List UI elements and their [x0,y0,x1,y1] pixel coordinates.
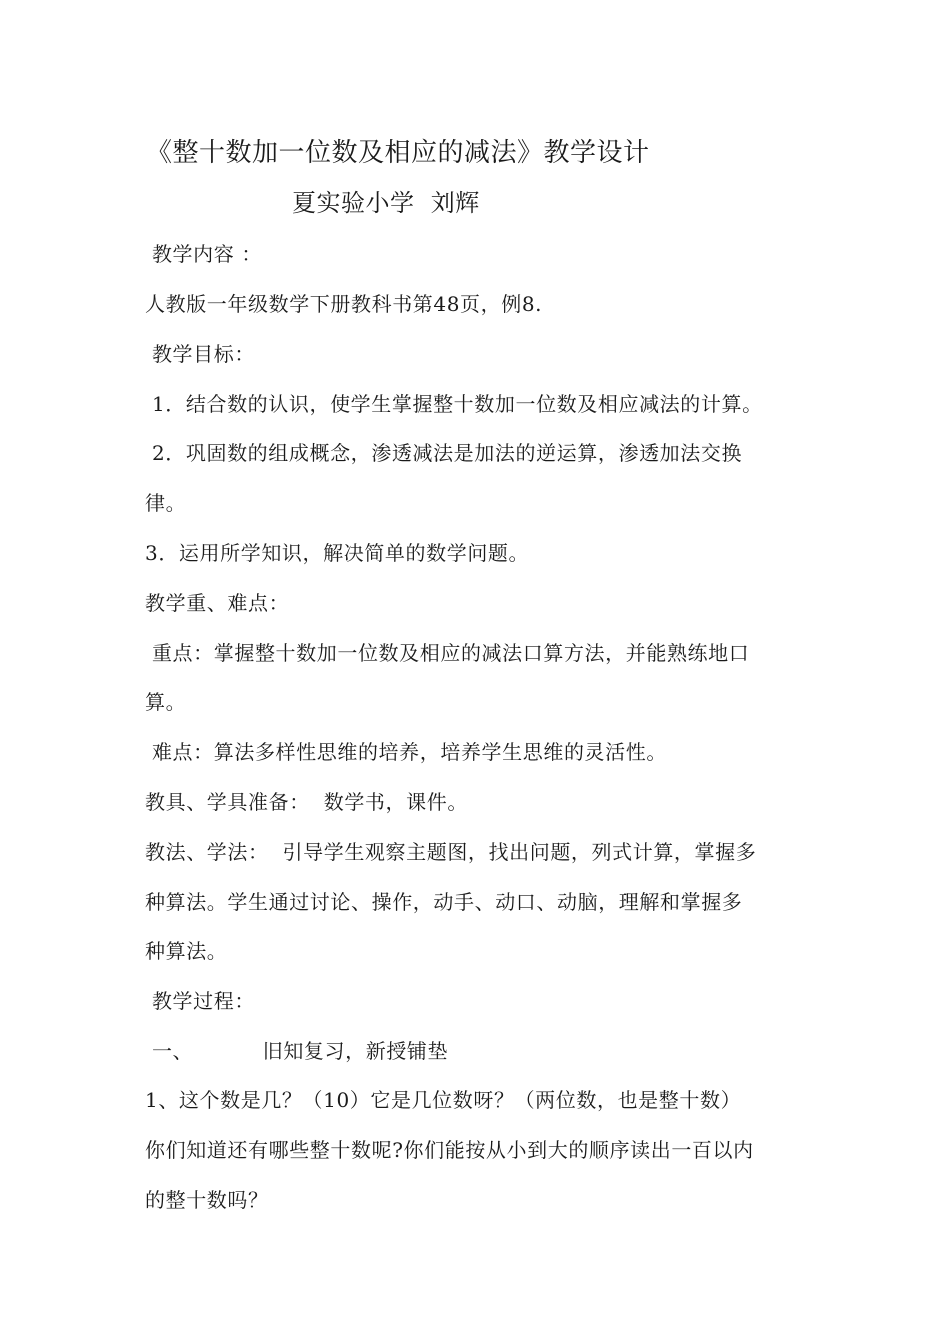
goal-item-2: 2．巩固数的组成概念，渗透减法是加法的逆运算，渗透加法交换 [145,441,743,465]
paragraph-line: 种算法。 [145,939,228,963]
section-teaching-content-heading: 教学内容 ： [145,242,262,266]
process-step-1-heading: 一、 旧知复习，新授铺垫 [145,1039,449,1063]
teaching-method-line: 教法、学法： 引导学生观察主题图，找出问题，列式计算，掌握多 [145,840,757,864]
paragraph-line: 种算法。学生通过讨论、操作，动手、动口、动脑，理解和掌握多 [145,890,743,914]
goal-item-1: 1．结合数的认识，使学生掌握整十数加一位数及相应减法的计算。 [145,392,763,416]
section-teaching-process-heading: 教学过程： [145,989,255,1013]
paragraph-line: 律。 [145,491,187,515]
document-title: 《整十数加一位数及相应的减法》教学设计 [146,138,650,168]
section-teaching-goals-heading: 教学目标： [145,342,255,366]
section-key-points-heading: 教学重、难点： [145,591,290,615]
difficulty-line: 难点：算法多样性思维的培养，培养学生思维的灵活性。 [145,740,667,764]
paragraph-line: 的整十数吗？ [145,1188,269,1212]
paragraph-line: 你们知道还有哪些整十数呢?你们能按从小到大的顺序读出一百以内 [145,1138,754,1162]
paragraph-line: 人教版一年级数学下册教科书第48页，例8. [145,292,543,316]
paragraph-line: 算。 [145,690,187,714]
goal-item-3: 3．运用所学知识，解决简单的数学问题。 [145,541,530,565]
question-line: 1、这个数是几？（10）它是几位数呀？（两位数，也是整十数） [145,1088,742,1112]
key-point-line: 重点：掌握整十数加一位数及相应的减法口算方法，并能熟练地口 [145,641,750,665]
teaching-tools-line: 教具、学具准备： 数学书，课件。 [145,790,468,814]
document-author: 夏实验小学 刘辉 [292,189,480,217]
